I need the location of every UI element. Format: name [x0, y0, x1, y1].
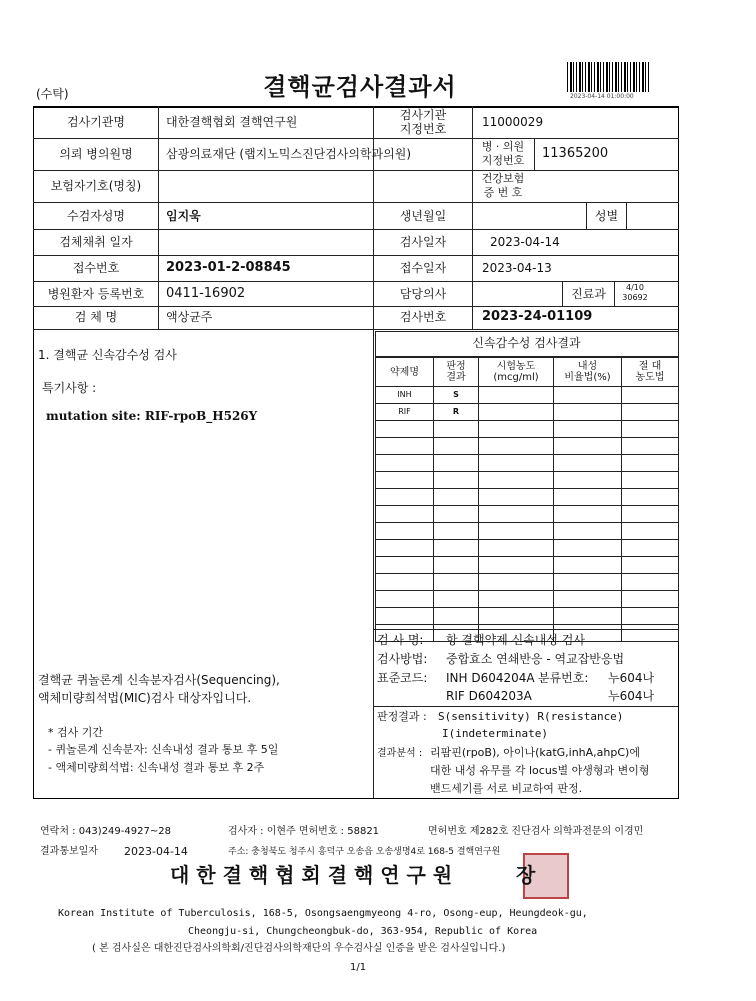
empty-cell	[434, 438, 479, 455]
table-row	[376, 421, 679, 438]
empty-cell	[434, 489, 479, 506]
empty-cell	[376, 455, 434, 472]
test-date-value: 2023-04-14	[490, 235, 560, 249]
empty-cell	[479, 472, 554, 489]
empty-cell	[554, 557, 622, 574]
institution-no-label-line1: 검사기관	[399, 108, 447, 122]
empty-cell	[479, 591, 554, 608]
health-cert-label-line1: 건강보험	[481, 172, 525, 185]
empty-cell	[554, 523, 622, 540]
empty-cell	[479, 574, 554, 591]
dept-label: 진료과	[571, 287, 606, 301]
table-row	[376, 557, 679, 574]
test-date-label: 검사일자	[399, 235, 447, 249]
empty-cell	[622, 438, 679, 455]
table-row	[376, 455, 679, 472]
empty-cell	[479, 608, 554, 625]
empty-cell	[554, 608, 622, 625]
empty-cell	[376, 421, 434, 438]
dept-value-line1: 4/10	[626, 283, 644, 292]
clinic-no-label-line2: 지정번호	[481, 154, 525, 167]
col-proportion-l1: 내성	[577, 361, 598, 372]
col-concentration	[479, 358, 554, 387]
empty-cell	[554, 506, 622, 523]
table-row	[376, 489, 679, 506]
document-title: 결핵균검사결과서	[263, 73, 457, 101]
organization-name: 대 한 결 핵 협 회 결 핵 연 구 원	[170, 863, 453, 887]
col-result-l2: 결과	[446, 372, 466, 383]
empty-cell	[376, 574, 434, 591]
patient-label: 수검자성명	[67, 209, 125, 223]
empty-cell	[554, 455, 622, 472]
receipt-date-label: 접수일자	[399, 261, 447, 275]
col-proportion-l2: 비율법(%)	[564, 372, 611, 383]
drug-cell: RIF	[376, 404, 434, 421]
institution-label: 검사기관명	[67, 115, 125, 129]
empty-cell	[554, 472, 622, 489]
empty-cell	[554, 438, 622, 455]
clinic-no-value: 11365200	[542, 146, 609, 161]
col-absolute-l2: 농도법	[635, 372, 665, 383]
receipt-date-value: 2023-04-13	[482, 261, 552, 275]
result-cell: R	[434, 404, 479, 421]
judge-line1: S(sensitivity) R(resistance)	[438, 710, 624, 723]
dob-label: 생년월일	[399, 209, 447, 223]
report-date-label: 결과통보일자	[40, 846, 98, 857]
clinic-no-label-line1: 병 · 의원	[481, 140, 525, 153]
analysis-line3: 밴드세기를 서로 비교하여 판정.	[430, 782, 583, 795]
rapid-test-heading: 1. 결핵균 신속감수성 검사	[38, 348, 177, 362]
empty-cell	[479, 421, 554, 438]
collect-date-label: 검체채취 일자	[59, 235, 133, 249]
col-drug	[376, 358, 434, 387]
susceptibility-header-row	[376, 358, 679, 387]
specimen-value: 액상균주	[166, 310, 213, 324]
patient-value: 임지욱	[166, 209, 201, 223]
examiner: 검사자 : 이현주 면허번호 : 58821	[228, 826, 380, 837]
specimen-label: 검 체 명	[74, 310, 118, 324]
english-address-line2: Cheongju-si, Chungcheongbuk-do, 363-954, Republic of Korea	[188, 926, 538, 937]
empty-cell	[434, 455, 479, 472]
col-concentration-l1: 시험농도	[496, 361, 536, 372]
result-cell: S	[434, 387, 479, 404]
empty-cell	[479, 523, 554, 540]
table-row	[376, 574, 679, 591]
empty-cell	[622, 574, 679, 591]
empty-cell	[434, 574, 479, 591]
english-address-line1: Korean Institute of Tuberculosis, 168-5, Osongsaengmyeong 4-ro, Osong-eup, Heungdeok-gu,	[58, 908, 588, 919]
table-row	[376, 523, 679, 540]
dept-value	[615, 283, 655, 303]
address: 주소: 충청북도 청주시 흥덕구 오송읍 오송생명4로 168-5 결핵연구원	[228, 847, 501, 857]
sequencing-note-line2: 액체미량희석법(MIC)검사 대상자입니다.	[38, 691, 252, 705]
empty-cell	[479, 506, 554, 523]
empty-cell	[622, 455, 679, 472]
received-tag: (수탁)	[36, 87, 69, 101]
empty-cell	[622, 421, 679, 438]
judge-line2: I(indeterminate)	[442, 727, 548, 740]
col-result	[434, 358, 479, 387]
barcode-text: 2023-04-14 01:00:00	[570, 93, 634, 100]
empty-cell	[376, 489, 434, 506]
judge-label: 판정결과 :	[377, 710, 427, 723]
drug-cell: INH	[376, 387, 434, 404]
institution-no-value: 11000029	[482, 115, 544, 129]
empty-cell	[622, 557, 679, 574]
analysis-line2: 대한 내성 유무를 각 locus별 야생형과 변이형	[430, 764, 650, 777]
empty-cell	[434, 608, 479, 625]
empty-cell	[554, 591, 622, 608]
empty-cell	[376, 540, 434, 557]
page-number: 1/1	[350, 962, 367, 973]
test-name-label: 검 사 명:	[377, 633, 424, 647]
report-date: 2023-04-14	[124, 845, 188, 858]
analysis-line1: 리팜핀(rpoB), 아이나(katG,inhA,ahpC)에	[430, 746, 640, 759]
empty-cell	[554, 404, 622, 421]
empty-cell	[622, 625, 679, 642]
table-row	[376, 591, 679, 608]
code-label: 표준코드:	[377, 671, 428, 685]
empty-cell	[376, 608, 434, 625]
receipt-no-value: 2023-01-2-08845	[166, 260, 291, 275]
empty-cell	[434, 540, 479, 557]
empty-cell	[554, 574, 622, 591]
method-box	[373, 629, 678, 630]
test-no-label: 검사번호	[399, 310, 447, 324]
reg-no-value: 0411-16902	[166, 286, 246, 301]
empty-cell	[622, 608, 679, 625]
analysis-label: 결과분석 :	[377, 748, 423, 759]
sex-label: 성별	[594, 209, 619, 223]
col-result-l1: 판정	[446, 361, 466, 372]
empty-cell	[622, 472, 679, 489]
empty-cell	[376, 591, 434, 608]
col-concentration-l2: (mcg/ml)	[493, 372, 539, 383]
insurance-label: 보험자기호(명칭)	[50, 179, 142, 193]
empty-cell	[622, 591, 679, 608]
clinic-value: 삼광의료재단 (랩지노믹스진단검사의학과의원)	[166, 147, 412, 161]
code-rif: RIF D604203A	[446, 689, 532, 703]
empty-cell	[554, 489, 622, 506]
empty-cell	[622, 489, 679, 506]
empty-cell	[434, 523, 479, 540]
empty-cell	[622, 404, 679, 421]
empty-cell	[376, 472, 434, 489]
table-row	[376, 472, 679, 489]
period-mic: - 액체미량희석법: 신속내성 결과 통보 후 2주	[48, 761, 265, 774]
empty-cell	[622, 523, 679, 540]
seal-char: 장	[516, 863, 536, 887]
institution-no-label-line2: 지정번호	[399, 122, 447, 136]
receipt-no-label: 접수번호	[72, 261, 120, 275]
method-label: 검사방법:	[377, 652, 428, 666]
mutation-site: mutation site: RIF-rpoB_H526Y	[46, 409, 258, 423]
table-row	[376, 608, 679, 625]
empty-cell	[554, 387, 622, 404]
col-drug-l1: 약제명	[390, 366, 419, 378]
certification-note: ( 본 검사실은 대한진단검사의학회/진단검사의학재단의 우수검사실 인증을 받은 검사실입니다.)	[92, 943, 506, 954]
institution-value: 대한결핵협회 결핵연구원	[166, 115, 298, 129]
empty-cell	[376, 523, 434, 540]
empty-cell	[479, 387, 554, 404]
empty-cell	[434, 472, 479, 489]
susceptibility-table	[375, 357, 679, 642]
class-label: 분류번호:	[538, 671, 589, 685]
empty-cell	[479, 540, 554, 557]
empty-cell	[554, 540, 622, 557]
class-inh: 누604나	[608, 671, 655, 685]
health-cert-label-line2: 증 번 호	[483, 186, 523, 199]
col-absolute-l1: 절 대	[638, 361, 662, 372]
table-row	[376, 387, 679, 404]
empty-cell	[434, 421, 479, 438]
empty-cell	[434, 557, 479, 574]
empty-cell	[622, 387, 679, 404]
empty-cell	[376, 557, 434, 574]
empty-cell	[479, 557, 554, 574]
empty-cell	[554, 421, 622, 438]
col-proportion	[554, 358, 622, 387]
empty-cell	[479, 455, 554, 472]
table-row	[376, 404, 679, 421]
empty-cell	[622, 506, 679, 523]
table-row	[376, 438, 679, 455]
institution-no-label	[374, 108, 472, 136]
contact: 연락처 : 043)249-4927~28	[40, 826, 171, 837]
barcode	[567, 62, 651, 92]
specialist: 면허번호 제282호 진단검사 의학과전문의 이경민	[428, 826, 644, 837]
empty-cell	[434, 591, 479, 608]
sequencing-note-line1: 결핵균 퀴놀론계 신속분자검사(Sequencing),	[38, 673, 280, 687]
table-row	[376, 540, 679, 557]
doctor-label: 담당의사	[399, 287, 447, 301]
dept-value-line2: 30692	[622, 293, 648, 302]
reg-no-label: 병원환자 등록번호	[47, 287, 145, 301]
period-molecular: - 퀴놀론계 신속분자: 신속내성 결과 통보 후 5일	[48, 743, 279, 756]
empty-cell	[376, 438, 434, 455]
empty-cell	[479, 489, 554, 506]
col-absolute	[622, 358, 679, 387]
notes-label: 특기사항 :	[42, 381, 97, 395]
susceptibility-title: 신속감수성 검사결과	[472, 336, 581, 350]
code-inh: INH D604204A	[446, 671, 535, 685]
empty-cell	[434, 506, 479, 523]
empty-cell	[622, 540, 679, 557]
clinic-label: 의뢰 병의원명	[59, 147, 133, 161]
empty-cell	[479, 438, 554, 455]
test-name-value: 항 결핵약제 신속내성 검사	[446, 633, 585, 647]
method-value: 중합효소 연쇄반응 - 역교잡반응법	[446, 652, 625, 666]
empty-cell	[376, 506, 434, 523]
clinic-no-label	[472, 140, 534, 168]
empty-cell	[479, 404, 554, 421]
test-no-value: 2023-24-01109	[482, 309, 593, 324]
table-row	[376, 506, 679, 523]
health-cert-label	[472, 172, 534, 200]
class-rif: 누604나	[608, 689, 655, 703]
period-title: * 검사 기간	[48, 726, 103, 739]
